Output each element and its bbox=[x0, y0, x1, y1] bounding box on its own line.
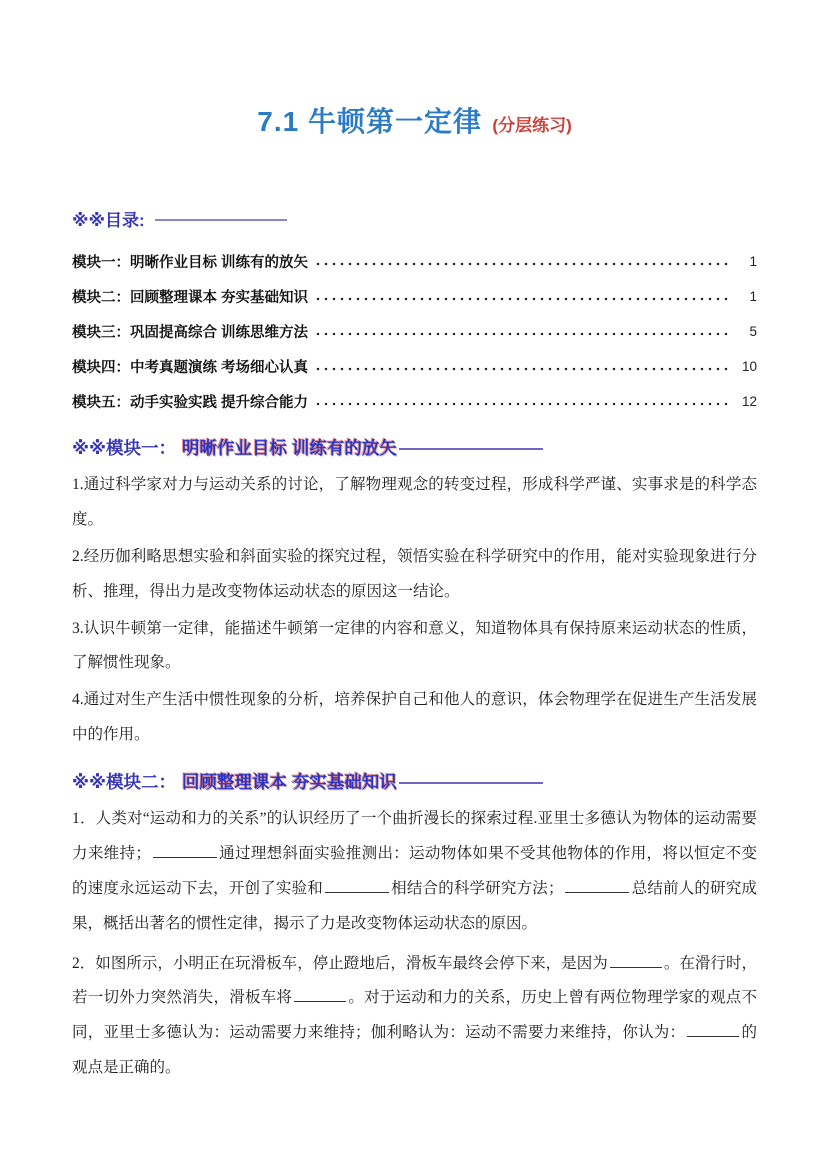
toc-heading bbox=[72, 206, 757, 231]
objective-paragraph-2: 2.经历伽利略思想实验和斜面实验的探究过程，领悟实验在科学研究中的作用，能对实验现象进行分析、推理，得出力是改变物体运动状态的原因这一结论。 bbox=[72, 547, 757, 600]
toc-page-number: 12 bbox=[741, 394, 757, 409]
toc-leader-dots bbox=[316, 255, 729, 269]
toc-item bbox=[72, 279, 757, 314]
module1-heading-title: 明晰作业目标 训练有的放矢 bbox=[182, 438, 397, 458]
toc-page-number: 5 bbox=[749, 324, 757, 339]
toc-page-number: 1 bbox=[749, 289, 757, 304]
question-2-text: 。对于运动和力的关系，历史上曾有两位物理学家的观点不同，亚里士多德认为：运动需要力来维持；伽利略认为：运动不需要力来维持，你认为： bbox=[72, 989, 757, 1042]
question-2 bbox=[72, 947, 757, 1087]
document-title bbox=[72, 100, 757, 140]
toc-leader-dots bbox=[316, 395, 729, 409]
module2-heading bbox=[72, 769, 757, 794]
question-1-text: 通过理想斜面实验推测出：运动物体如果不受其他物体的作用，将以恒定不变的速度永远运动下去，开创了实验和 bbox=[72, 844, 757, 897]
title-text: 7.1 牛顿第一定律 bbox=[257, 106, 482, 137]
module1-heading-rule bbox=[399, 448, 543, 450]
objective-paragraph-4: 4.通过对生产生活中惯性现象的分析，培养保护自己和他人的意识，体会物理学在促进生产生活发展中的作用。 bbox=[72, 691, 757, 744]
answer-blank bbox=[565, 876, 629, 893]
module2-heading-rule bbox=[399, 782, 543, 784]
module1-heading bbox=[72, 435, 757, 460]
answer-blank bbox=[687, 1021, 739, 1038]
objective-paragraph-3: 3.认识牛顿第一定律，能描述牛顿第一定律的内容和意义，知道物体具有保持原来运动状态的性质，了解惯性现象。 bbox=[72, 619, 757, 672]
toc-item bbox=[72, 384, 757, 419]
toc-heading-label: ※※目录: bbox=[72, 211, 145, 230]
toc-item-label: 模块五：动手实验实践 提升综合能力 bbox=[72, 395, 309, 411]
toc-heading-rule bbox=[155, 219, 287, 221]
toc-item-label: 模块三：巩固提高综合 训练思维方法 bbox=[72, 325, 309, 341]
question-1-text: 1．人类对“运动和力的关系”的认识经历了一个曲折漫长的探索过程.亚里士多德认为物体的运动需要力来维持； bbox=[72, 810, 757, 862]
module2-heading-prefix: ※※模块二： bbox=[72, 772, 177, 792]
answer-blank bbox=[325, 876, 389, 893]
toc-item bbox=[72, 349, 757, 384]
toc-item-label: 模块四：中考真题演练 考场细心认真 bbox=[72, 360, 309, 376]
toc-leader-dots bbox=[316, 325, 729, 339]
toc-item bbox=[72, 244, 757, 279]
toc-item bbox=[72, 314, 757, 349]
question-1-text: 总结前人的研究成果，概括出著名的惯性定律，揭示了力是改变物体运动状态的原因。 bbox=[72, 879, 757, 932]
objective-paragraph-1: 1.通过科学家对力与运动关系的讨论，了解物理观念的转变过程，形成科学严谨、实事求是的科学态度。 bbox=[72, 476, 757, 528]
module1-heading-prefix: ※※模块一： bbox=[72, 438, 177, 458]
question-2-text: 的观点是正确的。 bbox=[72, 1024, 757, 1077]
document-content bbox=[0, 100, 827, 1086]
toc-page-number: 10 bbox=[741, 359, 757, 374]
answer-blank bbox=[153, 841, 217, 858]
question-2-text: 2．如图所示，小明正在玩滑板车，停止蹬地后，滑板车最终会停下来，是因为 bbox=[72, 954, 608, 972]
toc-item-label: 模块一：明晰作业目标 训练有的放矢 bbox=[72, 255, 309, 271]
module2-heading-title: 回顾整理课本 夯实基础知识 bbox=[182, 772, 397, 792]
answer-blank bbox=[294, 986, 346, 1003]
toc-item-label: 模块二：回顾整理课本 夯实基础知识 bbox=[72, 290, 309, 306]
question-1-text: 相结合的科学研究方法； bbox=[390, 879, 564, 897]
toc-leader-dots bbox=[316, 290, 729, 304]
question-2-text: 。在滑行时，若一切外力突然消失，滑板车将 bbox=[72, 954, 757, 1007]
toc-page-number: 1 bbox=[749, 254, 757, 269]
question-1 bbox=[72, 802, 757, 942]
toc-list bbox=[72, 244, 757, 419]
toc-leader-dots bbox=[316, 360, 729, 374]
answer-blank bbox=[610, 951, 662, 968]
title-tag: (分层练习) bbox=[492, 116, 572, 135]
